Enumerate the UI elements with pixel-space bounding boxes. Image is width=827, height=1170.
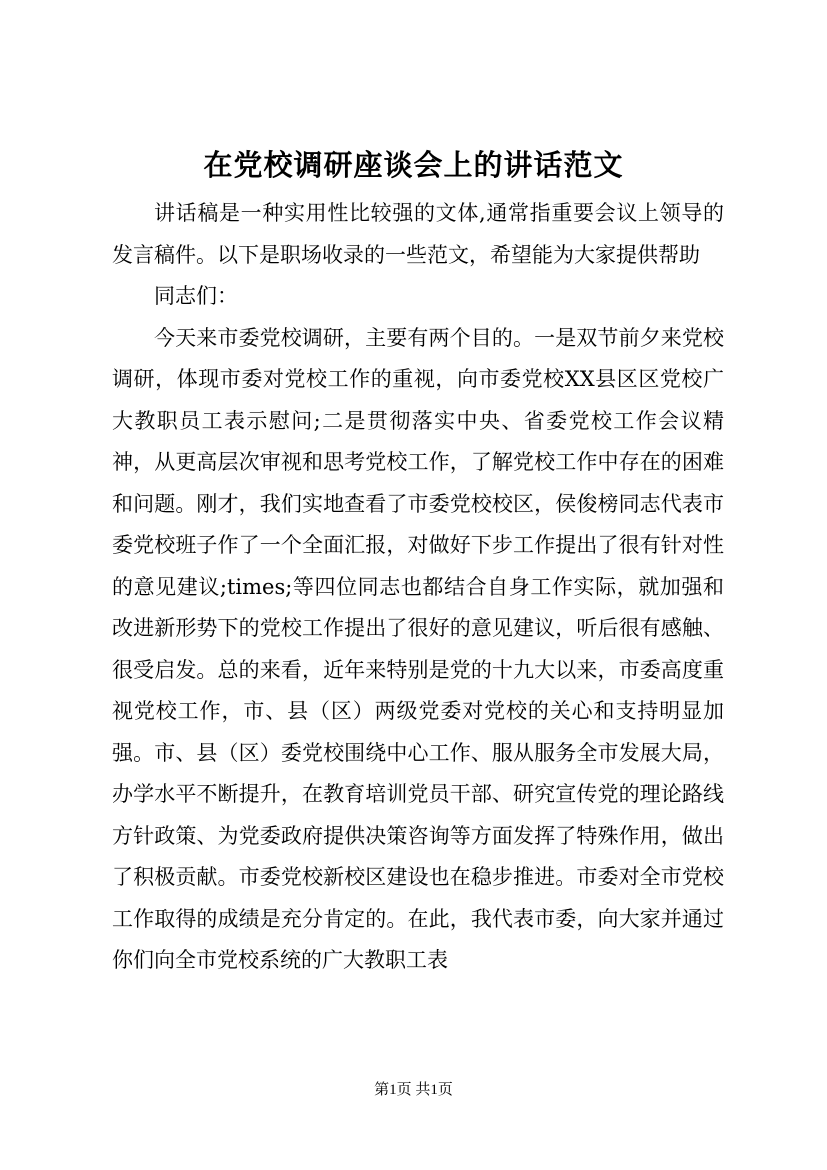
- main-paragraph: 今天来市委党校调研，主要有两个目的。一是双节前夕来党校调研，体现市委对党校工作的重视，向市委党校XX县区区党校广大教职员工表示慰问;二是贯彻落实中央、省委党校工作会议精神，从更高层次审视和思考党校工作，了解党校工作中存在的困难和问题。刚才，我们实地查看了市委党校校区，侯俊榜同志代表市委党校班子作了一个全面汇报，对做好下步工作提出了很有针对性的意见建议;times;等四位同志也都结合自身工作实际，就加强和改进新形势下的党校工作提出了很好的意见建议，听后很有感触、很受启发。总的来看，近年来特别是党的十九大以来，市委高度重视党校工作，市、县（区）两级党委对党校的关心和支持明显加强。市、县（区）委党校围绕中心工作、服从服务全市发展大局，办学水平不断提升，在教育培训党员干部、研究宣传党的理论路线方针政策、为党委政府提供决策咨询等方面发挥了特殊作用，做出了积极贡献。市委党校新校区建设也在稳步推进。市委对全市党校工作取得的成绩是充分肯定的。在此，我代表市委，向大家并通过你们向全市党校系统的广大教职工表: [112, 325, 724, 972]
- intro-paragraph: 讲话稿是一种实用性比较强的文体,通常指重要会议上领导的发言稿件。以下是职场收录的一些范文，希望能为大家提供帮助: [112, 201, 724, 267]
- page-number-footer: 第1页 共1页: [374, 1082, 453, 1098]
- document-title: 在党校调研座谈会上的讲话范文: [203, 148, 624, 182]
- salutation-paragraph: 同志们：: [154, 284, 238, 308]
- document-body: [112, 193, 724, 982]
